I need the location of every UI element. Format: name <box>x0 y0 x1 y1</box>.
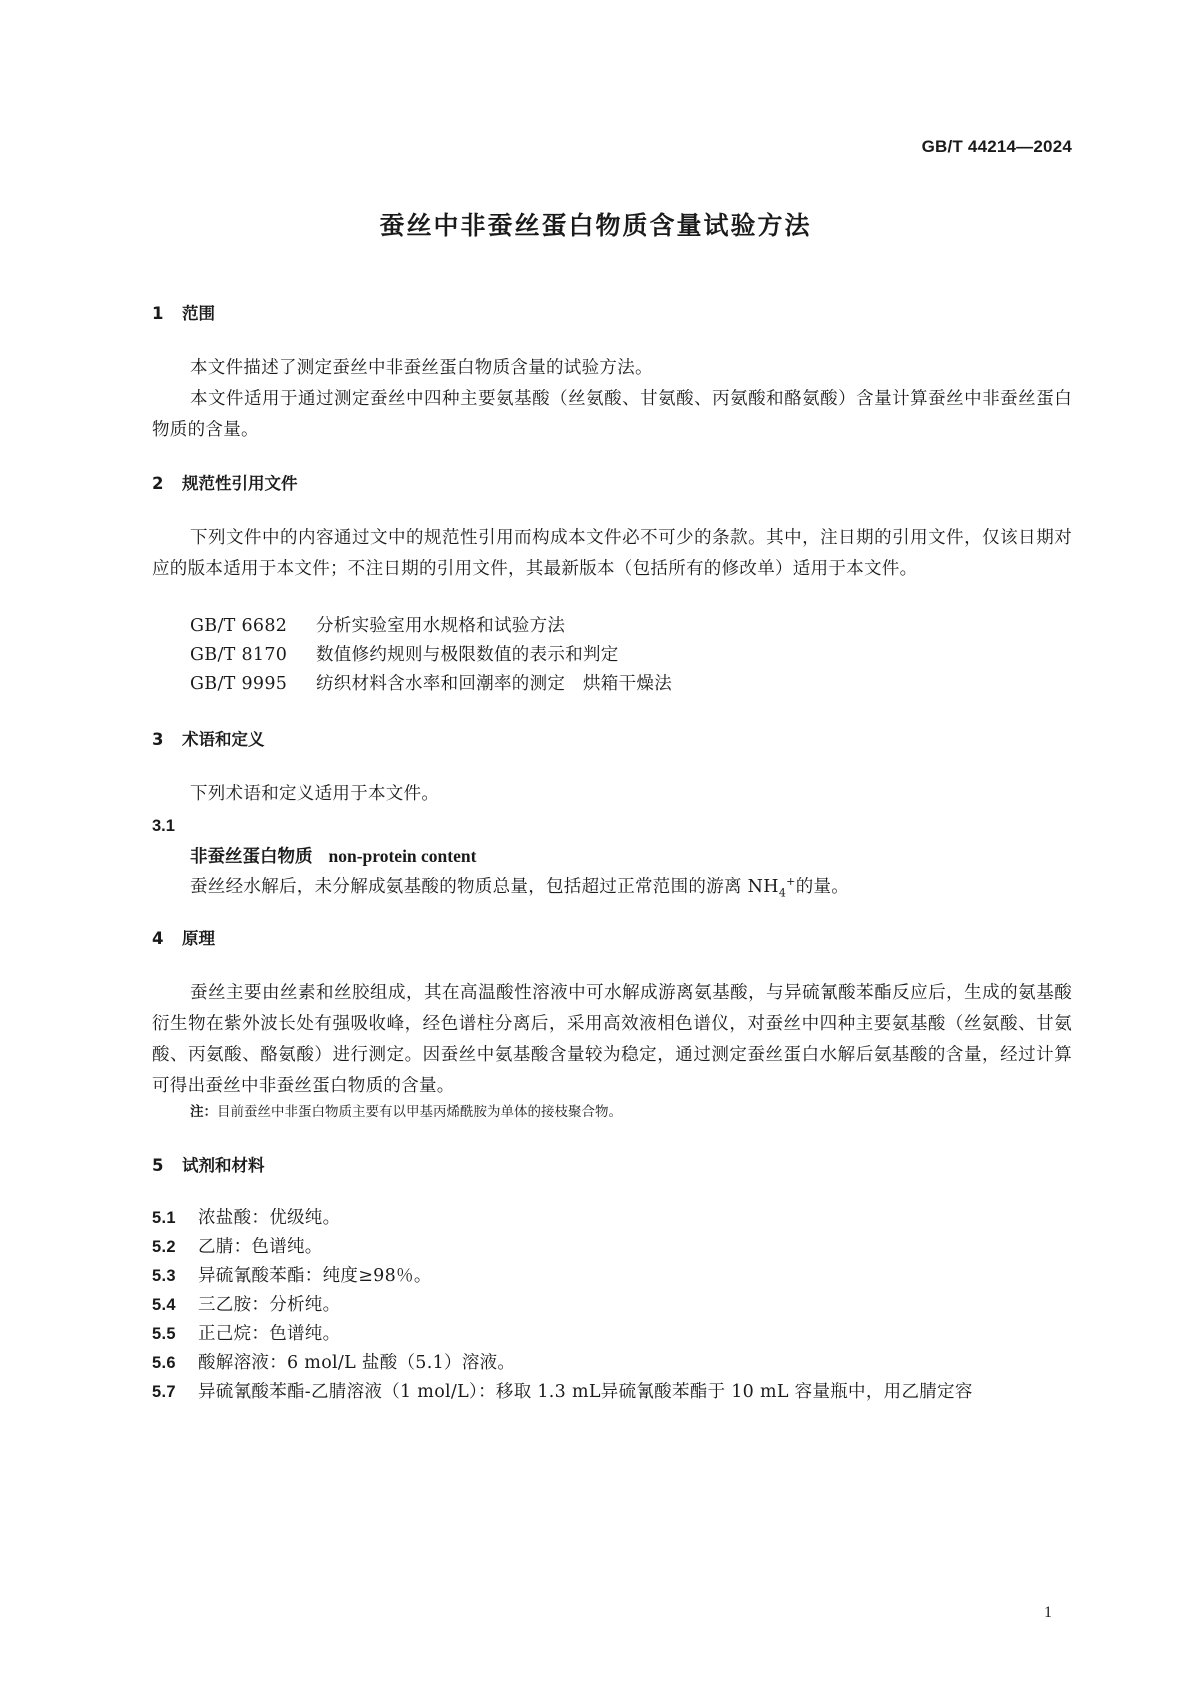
section-1-heading <box>152 300 215 324</box>
term-number: 3.1 <box>152 817 175 835</box>
note-text: 目前蚕丝中非蛋白物质主要有以甲基丙烯酰胺为单体的接枝聚合物。 <box>217 1104 622 1120</box>
section-number: 1 <box>152 304 164 323</box>
reference-code: GB/T 6682 <box>190 616 288 636</box>
section-title: 试剂和材料 <box>182 1156 265 1175</box>
term-heading <box>190 843 476 868</box>
section-number: 4 <box>152 929 164 948</box>
note-label: 注： <box>190 1104 217 1120</box>
section-3-heading <box>152 726 265 750</box>
section-2-heading <box>152 470 298 494</box>
list-item: 5.3 异硫氰酸苯酯：纯度≥98％。 <box>152 1266 432 1286</box>
section-3-paragraph-1: 下列术语和定义适用于本文件。 <box>190 784 440 804</box>
list-item: 5.5 正己烷：色谱纯。 <box>152 1324 341 1344</box>
section-2-paragraph-1: 下列文件中的内容通过文中的规范性引用而构成本文件必不可少的条款。其中，注日期的引用文件，仅该日期对应的版本适用于本文件；不注日期的引用文件，其最新版本（包括所有的修改单）适用于本文件。 <box>152 528 1072 579</box>
section-1-paragraph-1: 本文件描述了测定蚕丝中非蚕丝蛋白物质含量的试验方法。 <box>190 358 653 378</box>
section-4-paragraph-1: 蚕丝主要由丝素和丝胶组成，其在高温酸性溶液中可水解成游离氨基酸，与异硫氰酸苯酯反应后，生成的氨基酸衍生物在紫外波长处有强吸收峰，经色谱柱分离后，采用高效液相色谱仪，对蚕丝中四种主要氨基酸（丝氨酸、甘氨酸、丙氨酸、酪氨酸）进行测定。因蚕丝中氨基酸含量较为稳定，通过测定蚕丝蛋白水解后氨基酸的含量，经过计算可得出蚕丝中非蚕丝蛋白物质的含量。 <box>152 983 1072 1096</box>
reference-title: 数值修约规则与极限数值的表示和判定 <box>316 645 619 665</box>
section-title: 规范性引用文件 <box>182 474 298 493</box>
standard-number: GB/T 44214—2024 <box>921 137 1072 156</box>
term-chinese: 非蚕丝蛋白物质 <box>190 847 313 867</box>
list-item: 5.1 浓盐酸：优级纯。 <box>152 1208 341 1228</box>
term-english: non-protein content <box>328 846 477 866</box>
section-title: 范围 <box>182 304 215 323</box>
page-number: 1 <box>1044 1604 1052 1621</box>
reference-item <box>190 611 565 642</box>
list-item: 5.6 酸解溶液：6 mol/L 盐酸（5.1）溶液。 <box>152 1353 516 1373</box>
section-5-heading <box>152 1152 265 1176</box>
list-item: 5.7 异硫氰酸苯酯-乙腈溶液（1 mol/L）：移取 1.3 mL异硫氰酸苯酯于 10 mL 容量瓶中，用乙腈定容 <box>152 1382 973 1402</box>
section-1-paragraph-2: 本文件适用于通过测定蚕丝中四种主要氨基酸（丝氨酸、甘氨酸、丙氨酸和酪氨酸）含量计算蚕丝中非蚕丝蛋白物质的含量。 <box>152 389 1072 440</box>
document-title: 蚕丝中非蚕丝蛋白物质含量试验方法 <box>379 211 812 240</box>
list-item: 5.2 乙腈：色谱纯。 <box>152 1237 323 1257</box>
reference-title: 分析实验室用水规格和试验方法 <box>316 616 566 636</box>
section-number: 3 <box>152 730 164 749</box>
reference-item <box>190 640 619 671</box>
section-title: 术语和定义 <box>182 730 265 749</box>
section-number: 2 <box>152 474 164 493</box>
reference-code: GB/T 8170 <box>190 645 288 665</box>
section-number: 5 <box>152 1156 164 1175</box>
note <box>190 1100 622 1120</box>
term-definition: 蚕丝经水解后，未分解成氨基酸的物质总量，包括超过正常范围的游离 $NH_4^+$的量。 <box>190 875 850 900</box>
section-title: 原理 <box>182 929 215 948</box>
section-4-heading <box>152 925 215 949</box>
reference-item <box>190 669 672 700</box>
list-item: 5.4 三乙胺：分析纯。 <box>152 1295 341 1315</box>
reference-title: 纺织材料含水率和回潮率的测定 烘箱干燥法 <box>316 674 672 694</box>
reference-code: GB/T 9995 <box>190 674 288 694</box>
